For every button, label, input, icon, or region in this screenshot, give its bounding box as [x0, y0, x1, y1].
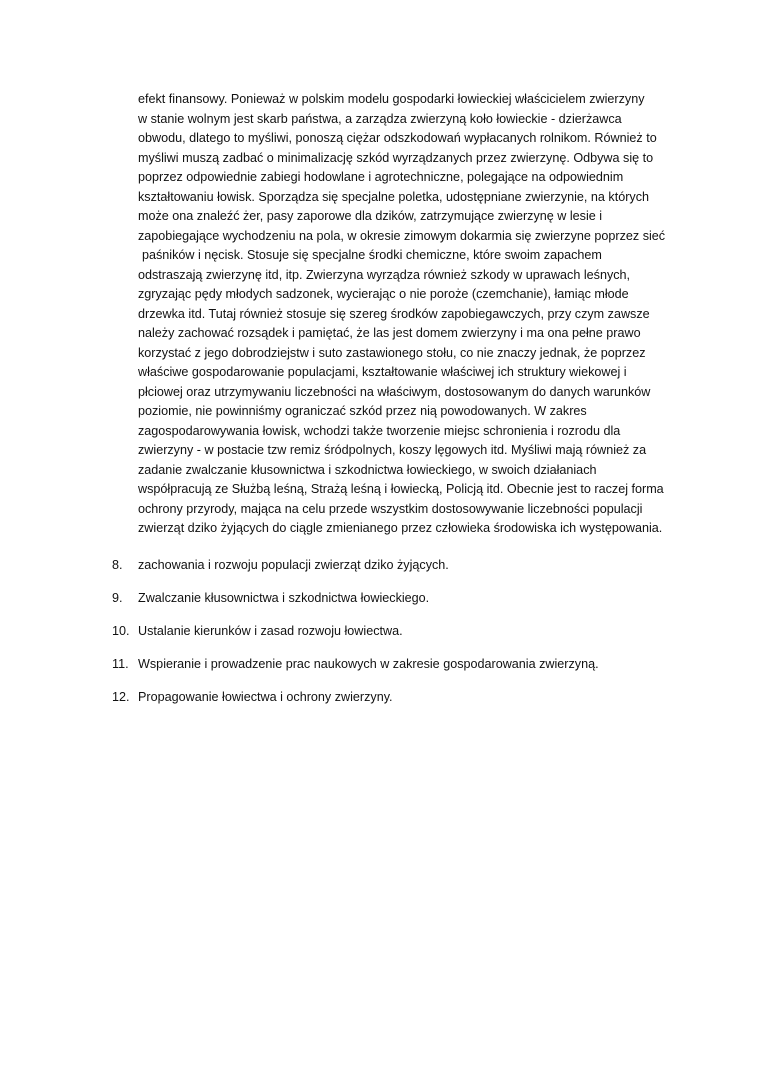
list-item-text: zachowania i rozwoju populacji zwierząt dziko żyjących. [138, 558, 449, 572]
paragraph-line: paśników i nęcisk. Stosuje się specjalne środki chemiczne, które swoim zapachem [142, 248, 602, 262]
list-item [112, 656, 712, 689]
body-paragraph [138, 90, 698, 539]
paragraph-line: drzewka itd. Tutaj również stosuje się szereg środków zapobiegawczych, przy czym zawsze [138, 306, 650, 321]
paragraph-line: poziomie, nie powinniśmy ograniczać szkód przez nią powodowanych. W zakres [138, 404, 587, 418]
paragraph-line: kształtowaniu łowisk. Sporządza się specjalne poletka, udostępniane zwierzynie, na których [138, 189, 650, 204]
numbered-list [112, 557, 712, 722]
list-item-text: Zwalczanie kłusownictwa i szkodnictwa łowieckiego. [138, 591, 430, 605]
list-item-number: 10. [112, 624, 130, 638]
paragraph-line: zadanie zwalczanie kłusownictwa i szkodnictwa łowieckiego, w swoich działaniach [138, 462, 597, 477]
paragraph-line: zgryzając pędy młodych sadzonek, wycierając o nie poroże (czemchanie), łamiąc młode [138, 287, 629, 301]
paragraph-line: zwierząt dziko żyjących do ciągle zmienianego przez człowieka środowiska ich występowania. [138, 521, 663, 535]
list-item-text: Ustalanie kierunków i zasad rozwoju łowiectwa. [138, 624, 403, 638]
paragraph-line: właściwe gospodarowanie populacjami, kształtowanie właściwej ich struktury wiekowej i [138, 365, 627, 379]
list-item [112, 590, 712, 623]
list-item [112, 689, 712, 722]
paragraph-line: płciowej oraz utrzymywaniu liczebności na właściwym, dostosowanym do danych warunków [138, 384, 651, 399]
paragraph-line: zwierzyny - w postacie tzw remiz śródpolnych, koszy lęgowych itd. Myśliwi mają również za [138, 443, 647, 457]
paragraph-line: należy zachować rozsądek i pamiętać, że las jest domem zwierzyny i ma ona pełne prawo [138, 326, 641, 340]
paragraph-line: ochrony przyrody, mająca na celu przede wszystkim dostosowywanie liczebności populacji [138, 501, 643, 516]
list-item [112, 623, 712, 656]
paragraph-line: korzystać z jego dobrodziejstw i suto zastawionego stołu, co nie znaczy jednak, że poprzez [138, 345, 646, 360]
list-item-number: 8. [112, 558, 123, 572]
list-item [112, 557, 712, 590]
paragraph-line: myśliwi muszą zadbać o minimalizację szkód wyrządzanych przez zwierzynę. Odbywa się to [138, 150, 654, 165]
paragraph-line: w stanie wolnym jest skarb państwa, a zarządza zwierzyną koło łowieckie - dzierżawca [138, 111, 622, 126]
list-item-text: Propagowanie łowiectwa i ochrony zwierzyny. [138, 690, 393, 704]
paragraph-line: odstraszają zwierzynę itd, itp. Zwierzyna wyrządza również szkody w uprawach leśnych, [138, 267, 631, 282]
paragraph-line: może ona znaleźć żer, pasy zaporowe dla dzików, zatrzymujące zwierzynę w lesie i [138, 209, 603, 223]
list-item-number: 12. [112, 690, 130, 704]
list-item-number: 11. [112, 657, 129, 671]
paragraph-line: poprzez odpowiednie zabiegi hodowlane i agrotechniczne, polegające na odpowiednim [138, 170, 624, 184]
list-item-text: Wspieranie i prowadzenie prac naukowych w zakresie gospodarowania zwierzyną. [138, 657, 599, 671]
paragraph-line: efekt finansowy. Ponieważ w polskim modelu gospodarki łowieckiej właścicielem zwierzyny [138, 92, 645, 106]
list-item-number: 9. [112, 591, 123, 605]
paragraph-line: zagospodarowywania łowisk, wchodzi także tworzenie miejsc schronienia i rozrodu dla [138, 423, 621, 438]
paragraph-line: zapobiegające wychodzeniu na pola, w okresie zimowym dokarmia się zwierzyne poprzez sieć [138, 228, 666, 243]
paragraph-line: obwodu, dlatego to myśliwi, ponoszą ciężar odszkodowań wypłacanych rolnikom. Również to [138, 131, 657, 145]
paragraph-line: współpracują ze Służbą leśną, Strażą leśną i łowiecką, Policją itd. Obecnie jest to raczej forma [138, 482, 664, 496]
